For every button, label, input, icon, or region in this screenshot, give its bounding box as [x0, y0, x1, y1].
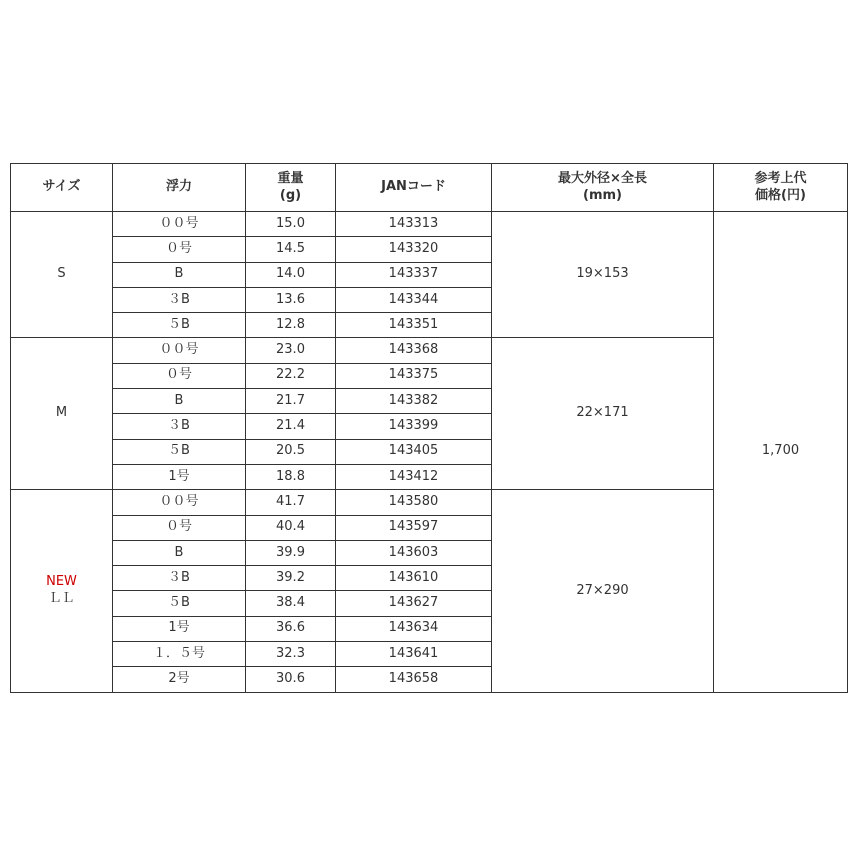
- jan-cell: 143351: [336, 313, 492, 338]
- jan-cell: 143627: [336, 591, 492, 616]
- buoyancy-cell: 2号: [113, 667, 246, 692]
- weight-cell: 32.3: [246, 642, 336, 667]
- jan-cell: 143412: [336, 464, 492, 489]
- jan-cell: 143375: [336, 363, 492, 388]
- buoyancy-cell: ３B: [113, 414, 246, 439]
- buoyancy-cell: ００号: [113, 338, 246, 363]
- header-price: [714, 164, 848, 212]
- table-body: [11, 212, 848, 693]
- buoyancy-cell: 1号: [113, 464, 246, 489]
- new-badge: NEW: [46, 574, 77, 590]
- buoyancy-cell: B: [113, 389, 246, 414]
- buoyancy-cell: １．５号: [113, 642, 246, 667]
- buoyancy-cell: ５B: [113, 313, 246, 338]
- header-row: [11, 164, 848, 212]
- weight-cell: 39.9: [246, 540, 336, 565]
- spec-table: [10, 163, 848, 693]
- buoyancy-cell: B: [113, 540, 246, 565]
- weight-cell: 39.2: [246, 566, 336, 591]
- weight-cell: 12.8: [246, 313, 336, 338]
- header-price-unit: 価格(円): [755, 187, 806, 203]
- jan-cell: 143603: [336, 540, 492, 565]
- weight-cell: 14.0: [246, 262, 336, 287]
- jan-cell: 143580: [336, 490, 492, 515]
- weight-cell: 23.0: [246, 338, 336, 363]
- header-size: サイズ: [11, 164, 113, 212]
- jan-cell: 143405: [336, 439, 492, 464]
- header-jan: JANコード: [336, 164, 492, 212]
- size-label: ＬＬ: [48, 590, 75, 606]
- jan-cell: 143634: [336, 616, 492, 641]
- weight-cell: 21.7: [246, 389, 336, 414]
- size-label: M: [55, 405, 68, 421]
- weight-cell: 38.4: [246, 591, 336, 616]
- weight-cell: 18.8: [246, 464, 336, 489]
- weight-cell: 21.4: [246, 414, 336, 439]
- buoyancy-cell: 1号: [113, 616, 246, 641]
- jan-cell: 143641: [336, 642, 492, 667]
- weight-cell: 13.6: [246, 287, 336, 312]
- buoyancy-cell: ０号: [113, 363, 246, 388]
- weight-cell: 40.4: [246, 515, 336, 540]
- weight-cell: 20.5: [246, 439, 336, 464]
- buoyancy-cell: B: [113, 262, 246, 287]
- jan-cell: 143658: [336, 667, 492, 692]
- weight-cell: 14.5: [246, 237, 336, 262]
- buoyancy-cell: ５B: [113, 591, 246, 616]
- header-weight: [246, 164, 336, 212]
- header-buoyancy: 浮力: [113, 164, 246, 212]
- weight-cell: 30.6: [246, 667, 336, 692]
- weight-cell: 36.6: [246, 616, 336, 641]
- weight-cell: 15.0: [246, 212, 336, 237]
- buoyancy-cell: ３B: [113, 566, 246, 591]
- weight-cell: 22.2: [246, 363, 336, 388]
- jan-cell: 143610: [336, 566, 492, 591]
- dimensions-cell: 27×290: [492, 490, 714, 692]
- size-cell: [11, 490, 113, 692]
- size-cell: [11, 338, 113, 490]
- dimensions-cell: 22×171: [492, 338, 714, 490]
- size-cell: [11, 212, 113, 338]
- dimensions-cell: 19×153: [492, 212, 714, 338]
- jan-cell: 143313: [336, 212, 492, 237]
- jan-cell: 143337: [336, 262, 492, 287]
- buoyancy-cell: ０号: [113, 515, 246, 540]
- buoyancy-cell: ５B: [113, 439, 246, 464]
- jan-cell: 143399: [336, 414, 492, 439]
- header-weight-label: 重量: [277, 170, 304, 186]
- jan-cell: 143382: [336, 389, 492, 414]
- header-dimensions-unit: (mm): [583, 187, 622, 203]
- header-price-label: 参考上代: [754, 170, 807, 186]
- jan-cell: 143344: [336, 287, 492, 312]
- jan-cell: 143597: [336, 515, 492, 540]
- jan-cell: 143320: [336, 237, 492, 262]
- buoyancy-cell: ０号: [113, 237, 246, 262]
- weight-cell: 41.7: [246, 490, 336, 515]
- size-label: S: [57, 266, 66, 282]
- buoyancy-cell: ３B: [113, 287, 246, 312]
- price-cell: 1,700: [714, 212, 848, 693]
- jan-cell: 143368: [336, 338, 492, 363]
- header-dimensions: [492, 164, 714, 212]
- buoyancy-cell: ００号: [113, 212, 246, 237]
- header-dimensions-label: 最大外径×全長: [558, 170, 647, 186]
- header-weight-unit: (g): [279, 187, 302, 203]
- table-row: [11, 212, 848, 237]
- buoyancy-cell: ００号: [113, 490, 246, 515]
